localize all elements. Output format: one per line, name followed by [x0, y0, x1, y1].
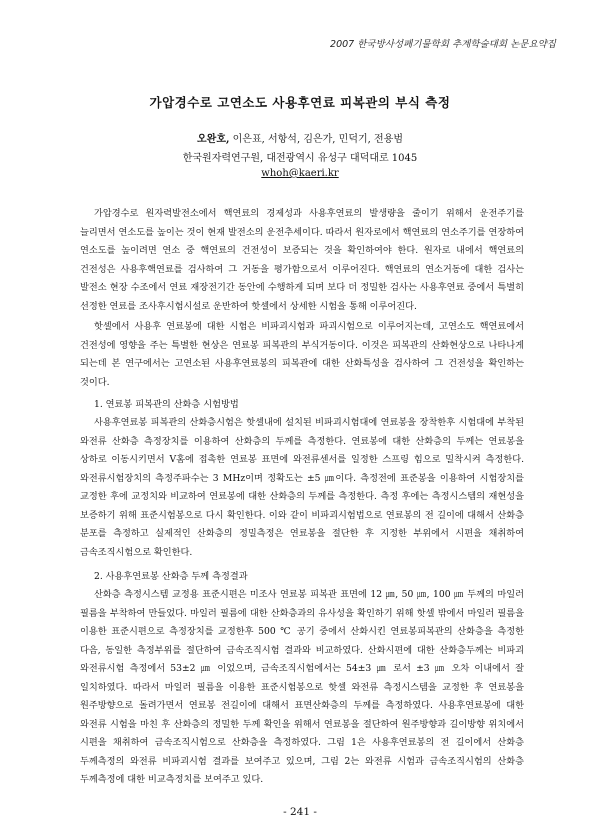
proceedings-header: 2007 한국방사성폐기물학회 추계학술대회 논문요약집 [330, 39, 556, 50]
paragraph-text: 핫셀에서 사용후 연료봉에 대한 시험은 비파괴시험과 파괴시험으로 이루어지는데, 고연소도 핵연료에서 건전성에 영향을 주는 특별한 현상은 연료봉 피복관의 부식거동이다. 이것은 피복관의 산화현상으로 나타나게 되는데 본 연구에서는 고연소된 사용후연료봉의 피복관에 대한 산화특성을 검사하여 그 건전성을 확인하는 것이다. [80, 321, 524, 388]
lead-author: 오완호, [197, 134, 230, 145]
affiliation: 한국원자력연구원, 대전광역시 유성구 대덕대로 1045 [182, 153, 418, 164]
paragraph-text: 사용후연료봉 피복관의 산화층시험은 핫셀내에 설치된 비파괴시험대에 연료봉을 장착한후 시험대에 부착된 와전류 산화층 측정장치를 이용하여 산화층의 두께를 측정한다. 연료봉에 대한 산화층의 두께는 연료봉을 상하로 이동시키면서 V홈에 접촉한 연료봉 표면에 와전류센서를 일정한 스프링 힘으로 밀착시켜 측정한다. 와전류시험장치의 측정주파수는 3 MHz이며 정확도는 ±5 ㎛이다. 측정전에 표준봉을 이용하여 시험장치를 교정한 후에 교정치와 비교하여 연료봉에 대한 산화층의 두께를 측정한다. 측정 후에는 측정시스템의 재현성을 보증하기 위해 표준시험봉으로 다시 확인한다. 이와 같이 비파괴시험법으로 연료봉의 전 길이에 대해서 산화층 분포를 측정하고 실제적인 산화층의 정밀측정은 연료봉을 절단한 후 지정한 부위에서 시편을 채취하여 금속조직시험으로 확인한다. [80, 417, 524, 558]
section-2-paragraph [80, 586, 524, 790]
author-list [0, 130, 600, 145]
paragraph-text: 산화층 측정시스템 교정용 표준시편은 미조사 연료봉 피복관 표면에 12 ㎛, 50 ㎛, 100 ㎛ 두께의 마일러 필름을 부착하여 만들었다. 마일러 필름에 대한 산화층과의 유사성을 확인하기 위해 핫셀 밖에서 마일러 필름을 이용한 표준시편으로 측정장치를 교정한후 500 ℃ 공기 중에서 산화시킨 연료봉피복관의 산화층을 측정한 다음, 동일한 측정부위를 절단하여 금속조직시험 결과와 비교하였다. 산화시편에 대한 산화층두께는 비파괴 와전류시험 측정에서 53±2 ㎛ 이었으며, 금속조직시험에서는 54±3 ㎛ 로서 ±3 ㎛ 오차 이내에서 잘 일치하였다. 따라서 마일러 필름을 이용한 표준시험봉으로 핫셀 와전류 측정시스템을 교정한 후 연료봉을 원주방향으로 돌려가면서 연료봉 전길이에 대해서 표면산화층의 두께를 측정하였다. 사용후연료봉에 대한 와전류 시험을 마친 후 산화층의 정밀한 두께 확인을 위해서 연료봉을 절단하여 원주방향과 길이방향 위치에서 시편을 채취하여 금속조직시험으로 산화층을 측정하였다. 그림 1은 사용후연료봉의 전 길이에서 산화층 두께측정의 와전류 비파괴시험 결과를 보여주고 있으며, 그림 2는 와전류 시험과 금속조직시험의 산화층 두께측정에 대한 비교측정치를 보여주고 있다. [80, 589, 524, 785]
paper-title: 가압경수로 고연소도 사용후연료 피복관의 부식 측정 [149, 95, 451, 110]
intro-paragraph-1 [80, 205, 524, 316]
section-title: 1. 연료봉 피복관의 산화층 시험방법 [94, 399, 239, 410]
section-title: 2. 사용후연료봉 산화층 두께 측정결과 [94, 571, 248, 582]
section-1-heading [80, 396, 524, 415]
paragraph-text: 가압경수로 원자력발전소에서 핵연료의 경제성과 사용후연료의 발생량을 줄이기 위해서 운전주기를 늘리면서 연소도를 높이는 것이 현재 발전소의 운전추세이다. 따라서 원자로에서 핵연료의 연소주기를 연장하여 연소도를 높이려면 연소 중 핵연료의 건전성이 보증되는 것을 확인하여야 한다. 원자로 내에서 핵연료의 건전성은 사용후핵연료를 검사하여 그 거동을 평가함으로서 이루어진다. 핵연료의 연소거동에 대한 검사는 발전소 현장 수조에서 연료 재장전기간 동안에 수행하게 되며 보다 더 정밀한 검사는 사용후연료 중에서 특별히 선정한 연료를 조사후시험시설로 운반하여 핫셀에서 상세한 시험을 통해 이루어진다. [80, 208, 524, 312]
section-2-heading [80, 568, 524, 587]
intro-paragraph-2 [80, 318, 524, 392]
author-email[interactable]: whoh@kaeri.kr [261, 168, 339, 179]
section-1-paragraph [80, 414, 524, 562]
coauthors: 이은표, 서항석, 김은가, 민덕기, 전용범 [229, 134, 403, 145]
page-number: - 241 - [283, 806, 317, 818]
